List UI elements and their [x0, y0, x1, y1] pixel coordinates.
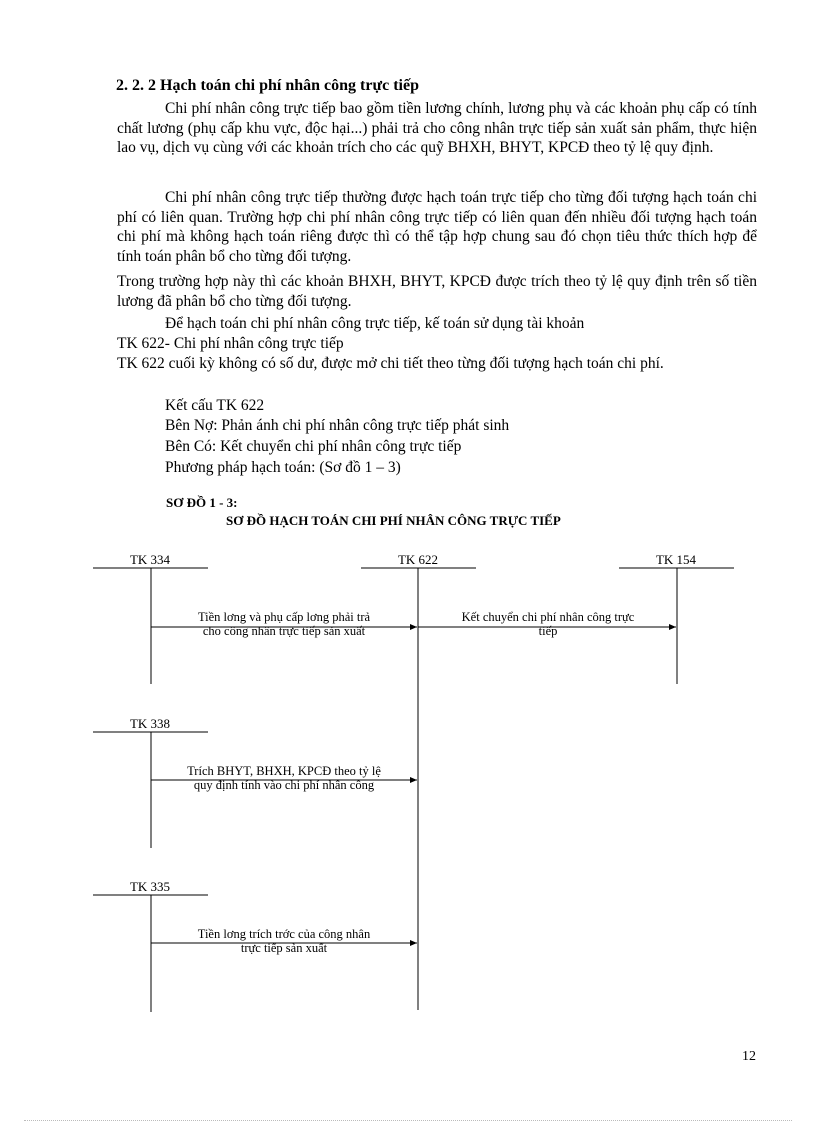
page-number: 12 [742, 1049, 756, 1064]
account-tk335: TK 335 [129, 879, 171, 894]
flow2-label-line1: Kết chuyển chi phí nhân công trực [461, 610, 635, 624]
flow1-label-line1: Tiền lơng và phụ cấp lơng phải trả [197, 610, 371, 624]
flow1-label-line2: cho công nhân trực tiếp sản xuất [202, 624, 366, 638]
flow4-label-line1: Tiền lơng trích trớc của công nhân [197, 927, 371, 941]
flow3-label-line1: Trích BHYT, BHXH, KPCĐ theo tỷ lệ [187, 764, 381, 778]
paragraph-4: Để hạch toán chi phí nhân công trực tiếp, kế toán sử dụng tài khoản [165, 315, 585, 332]
account-tk154: TK 154 [655, 552, 697, 567]
paragraph-1: Chi phí nhân công trực tiếp bao gồm tiền lương chính, lương phụ và các khoản phụ cấp có tính chất lương (phụ cấp khu vực, độc hại...) phải trả cho công nhân trực tiếp sản xuất sản phẩm, thực hiện lao vụ, dịch vụ cùng với các khoản trích cho các quỹ BHXH, BHYT, KPCĐ theo tỷ lệ quy định. [117, 100, 757, 157]
paragraph-2: Chi phí nhân công trực tiếp thường được hạch toán trực tiếp cho từng đối tượng hạch toán chi phí có liên quan. Trường hợp chi phí nhân công trực tiếp có liên quan đến nhiều đối tượng hạch toán chi phí mà không hạch toán riêng được thì có thể tập hợp chung sau đó chọn tiêu thức thích hợp để tính toán phân bổ cho từng đối tượng. [117, 189, 757, 265]
account-tk338: TK 338 [129, 716, 171, 731]
diagram-title: SƠ ĐỒ HẠCH TOÁN CHI PHÍ NHÂN CÔNG TRỰC TIẾP [226, 513, 561, 528]
flow2-label-line2: tiếp [538, 624, 558, 638]
section-heading: 2. 2. 2 Hạch toán chi phí nhân công trực tiếp [116, 77, 419, 94]
structure-method: Phương pháp hạch toán: (Sơ đồ 1 – 3) [165, 459, 401, 476]
diagram-label: SƠ ĐỒ 1 - 3: [166, 495, 238, 510]
paragraph-5: TK 622- Chi phí nhân công trực tiếp [117, 335, 344, 352]
structure-debit: Bên Nợ: Phản ánh chi phí nhân công trực tiếp phát sinh [165, 417, 510, 434]
account-tk622: TK 622 [397, 552, 439, 567]
flow3-label-line2: quy định tính vào chi phí nhân công [193, 778, 375, 792]
paragraph-6: TK 622 cuối kỳ không có số dư, được mở chi tiết theo từng đối tượng hạch toán chi phí. [117, 355, 664, 372]
account-tk334: TK 334 [129, 552, 171, 567]
flow4-label-line2: trực tiếp sản xuất [240, 941, 328, 955]
paragraph-3: Trong trường hợp này thì các khoản BHXH, BHYT, KPCĐ được trích theo tỷ lệ quy định trên số tiền lương đã phân bổ cho từng đối tượng. [117, 273, 757, 310]
structure-credit: Bên Có: Kết chuyển chi phí nhân công trực tiếp [165, 438, 462, 455]
page-bottom-divider [24, 1120, 792, 1121]
structure-title: Kết cấu TK 622 [165, 397, 265, 414]
